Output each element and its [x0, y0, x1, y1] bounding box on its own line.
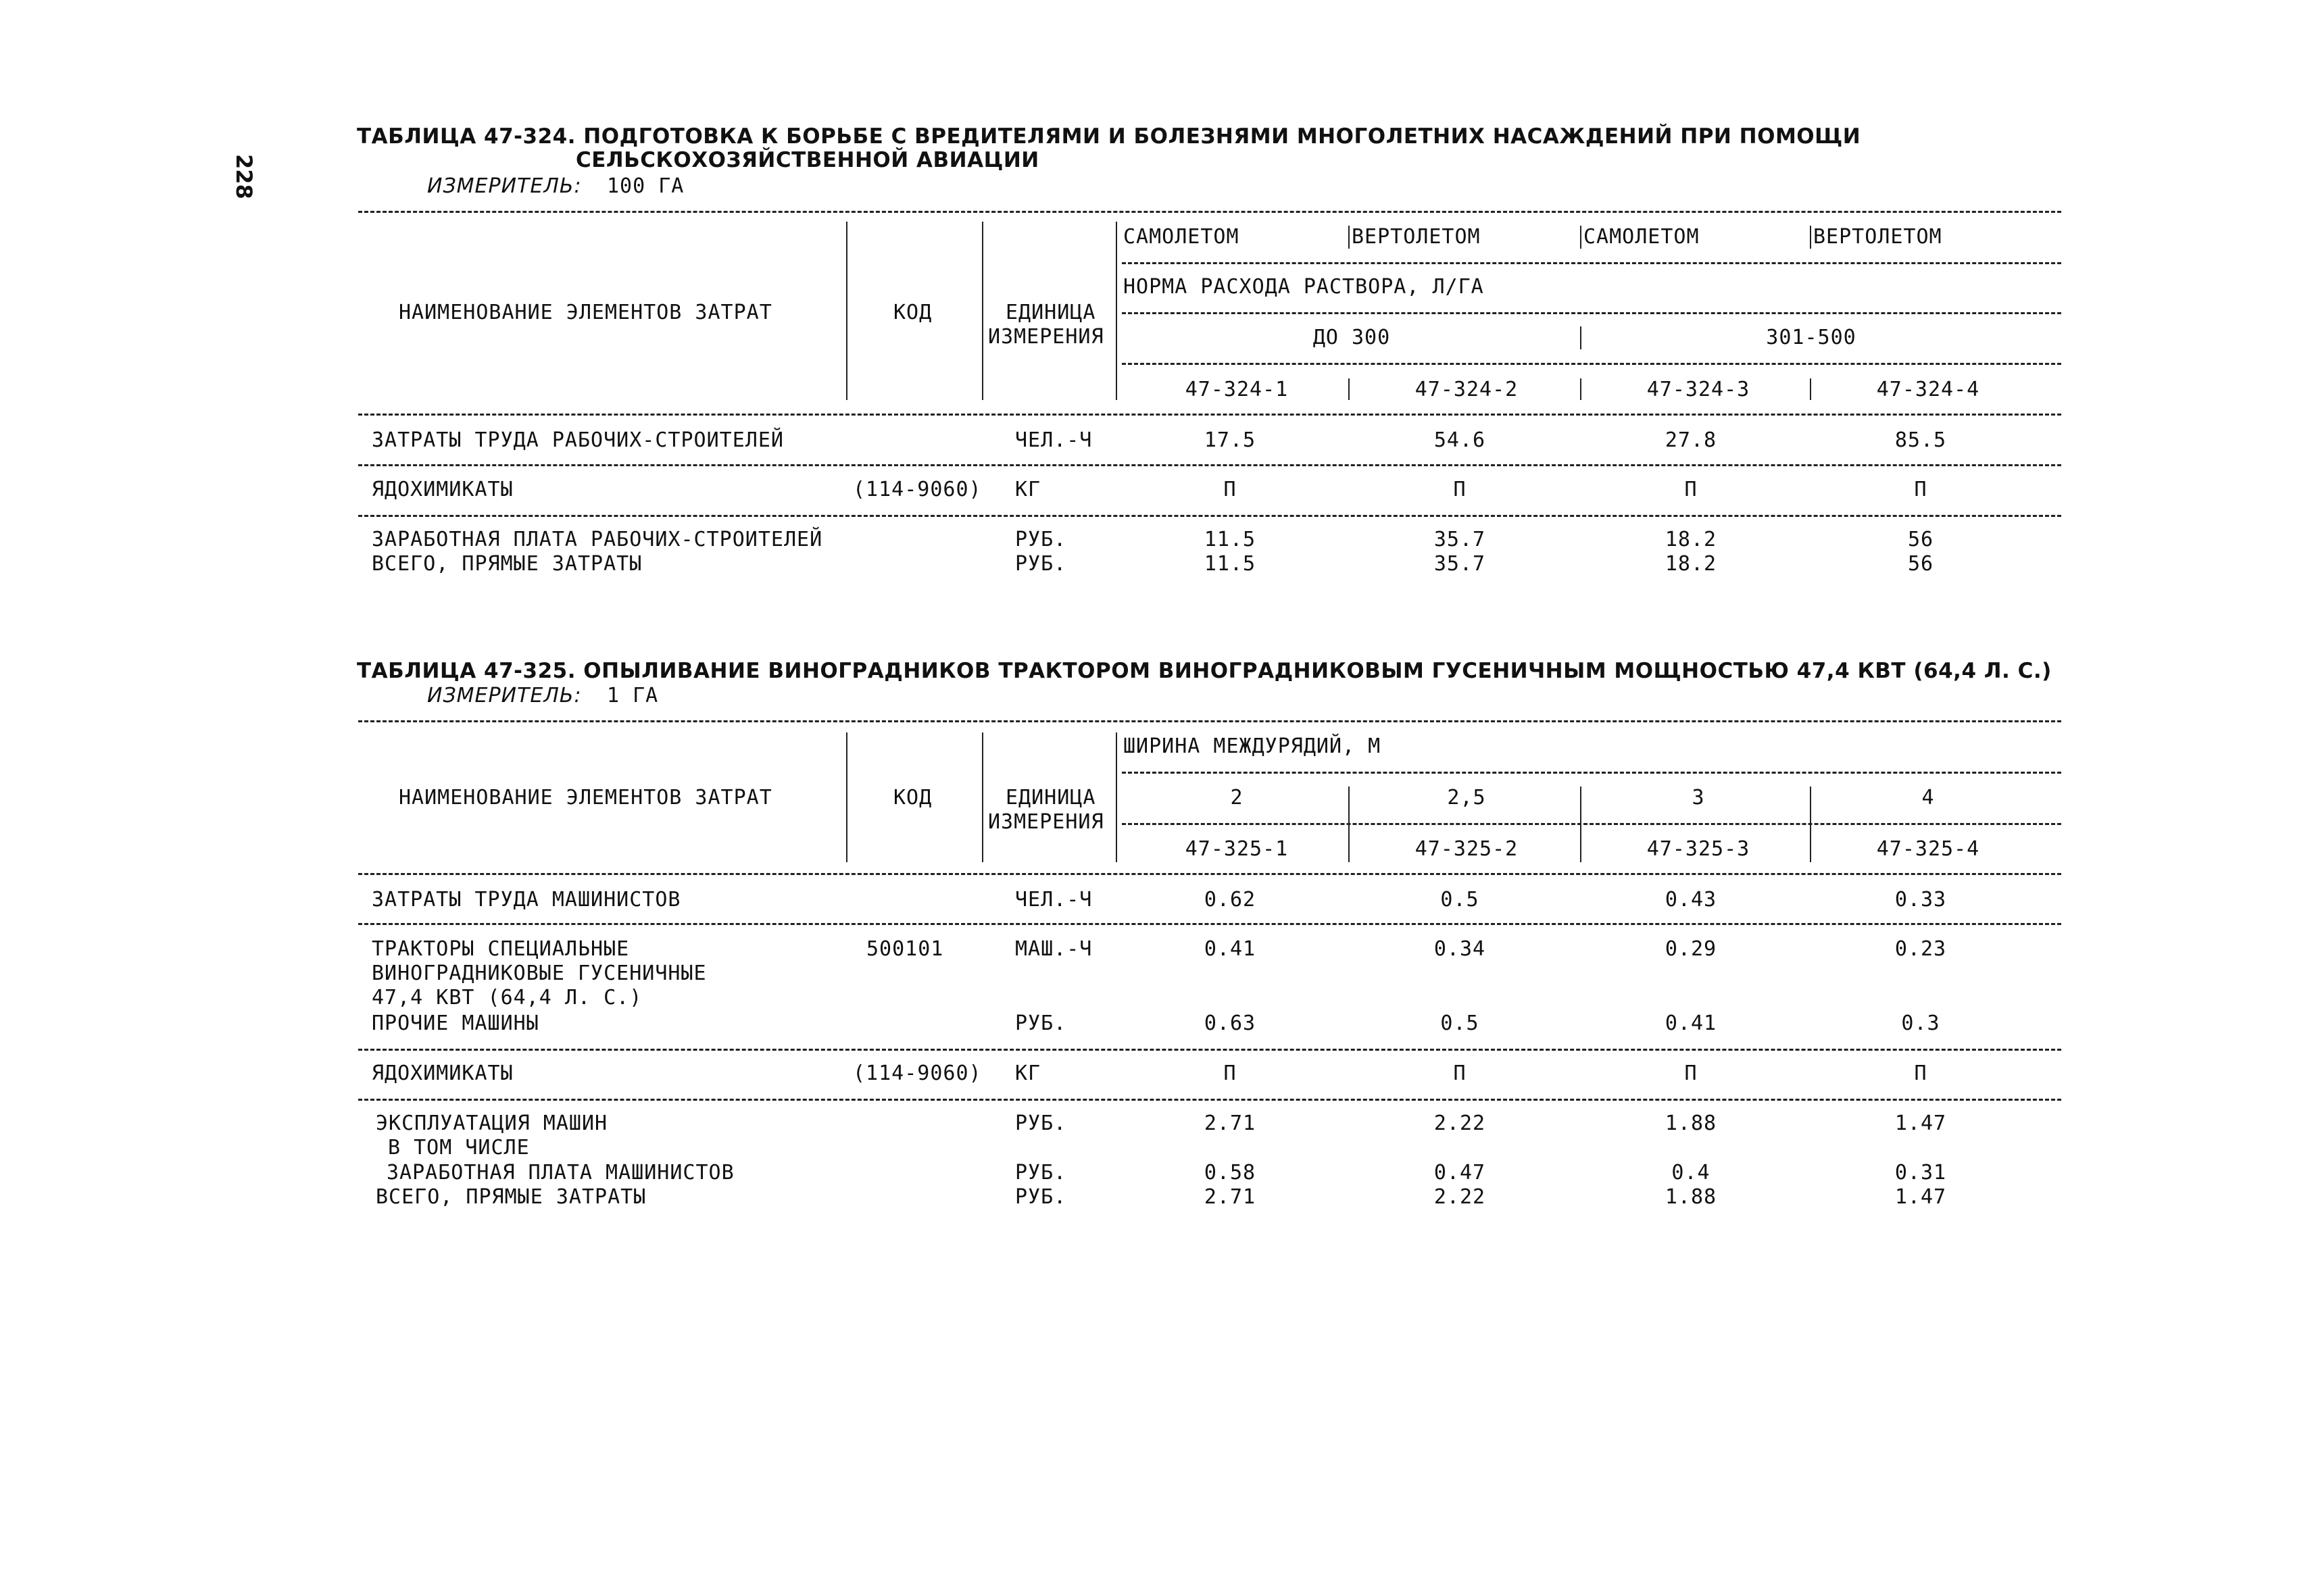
- header-code-col: 47-325-2: [1414, 837, 1519, 861]
- header-name: НАИМЕНОВАНИЕ ЭЛЕМЕНТОВ ЗАТРАТ: [399, 786, 772, 809]
- row-value: П: [1453, 1062, 1467, 1085]
- row-name: ЯДОХИМИКАТЫ: [372, 478, 514, 501]
- header-unit: ИЗМЕРЕНИЯ: [988, 810, 1104, 834]
- row-name: ЗАРАБОТНАЯ ПЛАТА РАБОЧИХ-СТРОИТЕЛЕЙ: [372, 528, 823, 551]
- row-unit: РУБ.: [1015, 1185, 1067, 1209]
- column-divider: [1116, 732, 1117, 862]
- rule-row: [358, 464, 2061, 466]
- header-norm: НОРМА РАСХОДА РАСТВОРА, Л/ГА: [1123, 275, 1484, 299]
- row-unit: МАШ.-Ч: [1015, 937, 1093, 961]
- row-value: 35.7: [1433, 552, 1486, 576]
- row-value: П: [1453, 478, 1467, 501]
- row-name: ЗАТРАТЫ ТРУДА МАШИНИСТОВ: [372, 888, 681, 912]
- rule-header-bottom: [358, 873, 2061, 875]
- header-width: 2,5: [1447, 786, 1486, 809]
- row-value: 0.4: [1671, 1161, 1710, 1184]
- row-value: 56: [1907, 552, 1934, 576]
- header-unit: ИЗМЕРЕНИЯ: [988, 325, 1104, 349]
- row-unit: РУБ.: [1015, 528, 1067, 551]
- column-divider: [1580, 326, 1581, 349]
- row-unit: ЧЕЛ.-Ч: [1015, 888, 1093, 912]
- rule-row: [358, 1099, 2061, 1101]
- header-range: 301-500: [1766, 326, 1856, 349]
- header-width: 4: [1921, 786, 1935, 809]
- header-code-col: 47-325-1: [1185, 837, 1289, 861]
- row-value: П: [1223, 1062, 1237, 1085]
- row-name: ВСЕГО, ПРЯМЫЕ ЗАТРАТЫ: [372, 552, 643, 576]
- row-code: 500101: [866, 937, 944, 961]
- row-value: 0.29: [1665, 937, 1717, 961]
- column-divider: [1348, 378, 1350, 400]
- header-width: 3: [1692, 786, 1705, 809]
- row-value: 0.31: [1894, 1161, 1947, 1184]
- row-value: 54.6: [1433, 428, 1486, 452]
- row-name: ЭКСПЛУАТАЦИЯ МАШИН: [376, 1112, 608, 1135]
- row-name: В ТОМ ЧИСЛЕ: [388, 1136, 530, 1159]
- row-value: 0.3: [1901, 1012, 1940, 1035]
- column-divider: [1348, 226, 1350, 249]
- column-divider: [1810, 226, 1811, 249]
- header-code-col: 47-325-3: [1646, 837, 1750, 861]
- row-value: П: [1223, 478, 1237, 501]
- row-name: ВИНОГРАДНИКОВЫЕ ГУСЕНИЧНЫЕ: [372, 962, 707, 985]
- column-divider: [1348, 787, 1350, 862]
- header-code-col: 47-324-4: [1876, 378, 1980, 401]
- column-divider: [1116, 222, 1117, 400]
- rule-header: [1122, 312, 2061, 314]
- header-code-col: 47-325-4: [1876, 837, 1980, 861]
- row-value: 2.71: [1204, 1112, 1256, 1135]
- row-value: 0.62: [1204, 888, 1256, 912]
- rule-top: [358, 720, 2061, 722]
- column-divider: [1580, 226, 1581, 249]
- row-value: 1.88: [1665, 1112, 1717, 1135]
- measure-label: ИЗМЕРИТЕЛЬ:: [427, 174, 582, 198]
- column-divider: [982, 732, 983, 862]
- rule-row: [358, 515, 2061, 517]
- row-value: 27.8: [1665, 428, 1717, 452]
- row-value: П: [1684, 1062, 1698, 1085]
- row-value: П: [1684, 478, 1698, 501]
- row-value: 1.88: [1665, 1185, 1717, 1209]
- row-unit: КГ: [1015, 1062, 1041, 1085]
- header-method: ВЕРТОЛЕТОМ: [1813, 225, 1942, 249]
- header-range: ДО 300: [1312, 326, 1391, 349]
- row-name: ТРАКТОРЫ СПЕЦИАЛЬНЫЕ: [372, 937, 630, 961]
- rule-header: [1122, 262, 2061, 264]
- row-name: ЯДОХИМИКАТЫ: [372, 1062, 514, 1085]
- row-value: 2.22: [1433, 1112, 1486, 1135]
- measure-value: 1 ГА: [607, 684, 659, 707]
- row-unit: РУБ.: [1015, 1012, 1067, 1035]
- header-width: 2: [1230, 786, 1244, 809]
- row-value: 11.5: [1204, 528, 1256, 551]
- header-unit: ЕДИНИЦА: [1006, 301, 1096, 324]
- column-divider: [1810, 378, 1811, 400]
- column-divider: [982, 222, 983, 400]
- row-value: 1.47: [1894, 1185, 1947, 1209]
- row-value: 1.47: [1894, 1112, 1947, 1135]
- header-code: КОД: [893, 301, 933, 324]
- row-value: 0.58: [1204, 1161, 1256, 1184]
- row-value: 35.7: [1433, 528, 1486, 551]
- row-value: 0.34: [1433, 937, 1486, 961]
- row-value: 0.41: [1665, 1012, 1717, 1035]
- row-value: 11.5: [1204, 552, 1256, 576]
- rule-header: [1122, 823, 2061, 825]
- header-name: НАИМЕНОВАНИЕ ЭЛЕМЕНТОВ ЗАТРАТ: [399, 301, 772, 324]
- column-divider: [846, 222, 847, 400]
- header-code-col: 47-324-1: [1185, 378, 1289, 401]
- header-code-col: 47-324-2: [1414, 378, 1519, 401]
- row-unit: РУБ.: [1015, 552, 1067, 576]
- row-unit: РУБ.: [1015, 1112, 1067, 1135]
- row-value: 0.5: [1440, 1012, 1479, 1035]
- rule-row: [358, 1049, 2061, 1051]
- column-divider: [1580, 787, 1581, 862]
- row-value: 2.71: [1204, 1185, 1256, 1209]
- row-value: 0.43: [1665, 888, 1717, 912]
- column-divider: [1810, 787, 1811, 862]
- rule-header: [1122, 772, 2061, 774]
- row-name: 47,4 КВТ (64,4 Л. С.): [372, 986, 643, 1009]
- row-value: 0.63: [1204, 1012, 1256, 1035]
- row-value: 17.5: [1204, 428, 1256, 452]
- row-value: 85.5: [1894, 428, 1947, 452]
- row-value: П: [1914, 1062, 1927, 1085]
- column-divider: [1580, 378, 1581, 400]
- row-unit: КГ: [1015, 478, 1041, 501]
- row-value: 18.2: [1665, 528, 1717, 551]
- row-name: ЗАРАБОТНАЯ ПЛАТА МАШИНИСТОВ: [387, 1161, 735, 1184]
- table-title: ТАБЛИЦА 47-325. ОПЫЛИВАНИЕ ВИНОГРАДНИКОВ ТРАКТОРОМ ВИНОГРАДНИКОВЫМ ГУСЕНИЧНЫМ МОЩНОСТЬЮ 47,4 КВТ (64,4 Л. С.): [357, 659, 2052, 683]
- header-method: ВЕРТОЛЕТОМ: [1352, 225, 1481, 249]
- header-width-label: ШИРИНА МЕЖДУРЯДИЙ, М: [1123, 734, 1381, 758]
- rule-header: [1122, 363, 2061, 365]
- row-unit: ЧЕЛ.-Ч: [1015, 428, 1093, 452]
- column-divider: [846, 732, 847, 862]
- row-unit: РУБ.: [1015, 1161, 1067, 1184]
- row-name: ЗАТРАТЫ ТРУДА РАБОЧИХ-СТРОИТЕЛЕЙ: [372, 428, 784, 452]
- row-value: 0.33: [1894, 888, 1947, 912]
- header-method: САМОЛЕТОМ: [1123, 225, 1239, 249]
- row-value: П: [1914, 478, 1927, 501]
- header-code: КОД: [893, 786, 933, 809]
- row-value: 2.22: [1433, 1185, 1486, 1209]
- rule-header-bottom: [358, 414, 2061, 416]
- row-name: ПРОЧИЕ МАШИНЫ: [372, 1012, 539, 1035]
- row-code: (114-9060): [853, 1062, 982, 1085]
- row-value: 0.47: [1433, 1161, 1486, 1184]
- table-title-continued: СЕЛЬСКОХОЗЯЙСТВЕННОЙ АВИАЦИИ: [576, 148, 1039, 172]
- table-title: ТАБЛИЦА 47-324. ПОДГОТОВКА К БОРЬБЕ С ВРЕДИТЕЛЯМИ И БОЛЕЗНЯМИ МНОГОЛЕТНИХ НАСАЖДЕНИЙ ПРИ ПОМОЩИ: [357, 124, 1861, 149]
- rule-row: [358, 923, 2061, 925]
- measure-label: ИЗМЕРИТЕЛЬ:: [427, 684, 582, 707]
- row-code: (114-9060): [853, 478, 982, 501]
- row-value: 18.2: [1665, 552, 1717, 576]
- row-value: 56: [1907, 528, 1934, 551]
- measure-value: 100 ГА: [607, 174, 685, 198]
- row-value: 0.41: [1204, 937, 1256, 961]
- header-code-col: 47-324-3: [1646, 378, 1750, 401]
- header-method: САМОЛЕТОМ: [1583, 225, 1700, 249]
- rule-top: [358, 211, 2061, 213]
- row-value: 0.5: [1440, 888, 1479, 912]
- header-unit: ЕДИНИЦА: [1006, 786, 1096, 809]
- row-name: ВСЕГО, ПРЯМЫЕ ЗАТРАТЫ: [376, 1185, 647, 1209]
- row-value: 0.23: [1894, 937, 1947, 961]
- page-number: 228: [231, 154, 257, 199]
